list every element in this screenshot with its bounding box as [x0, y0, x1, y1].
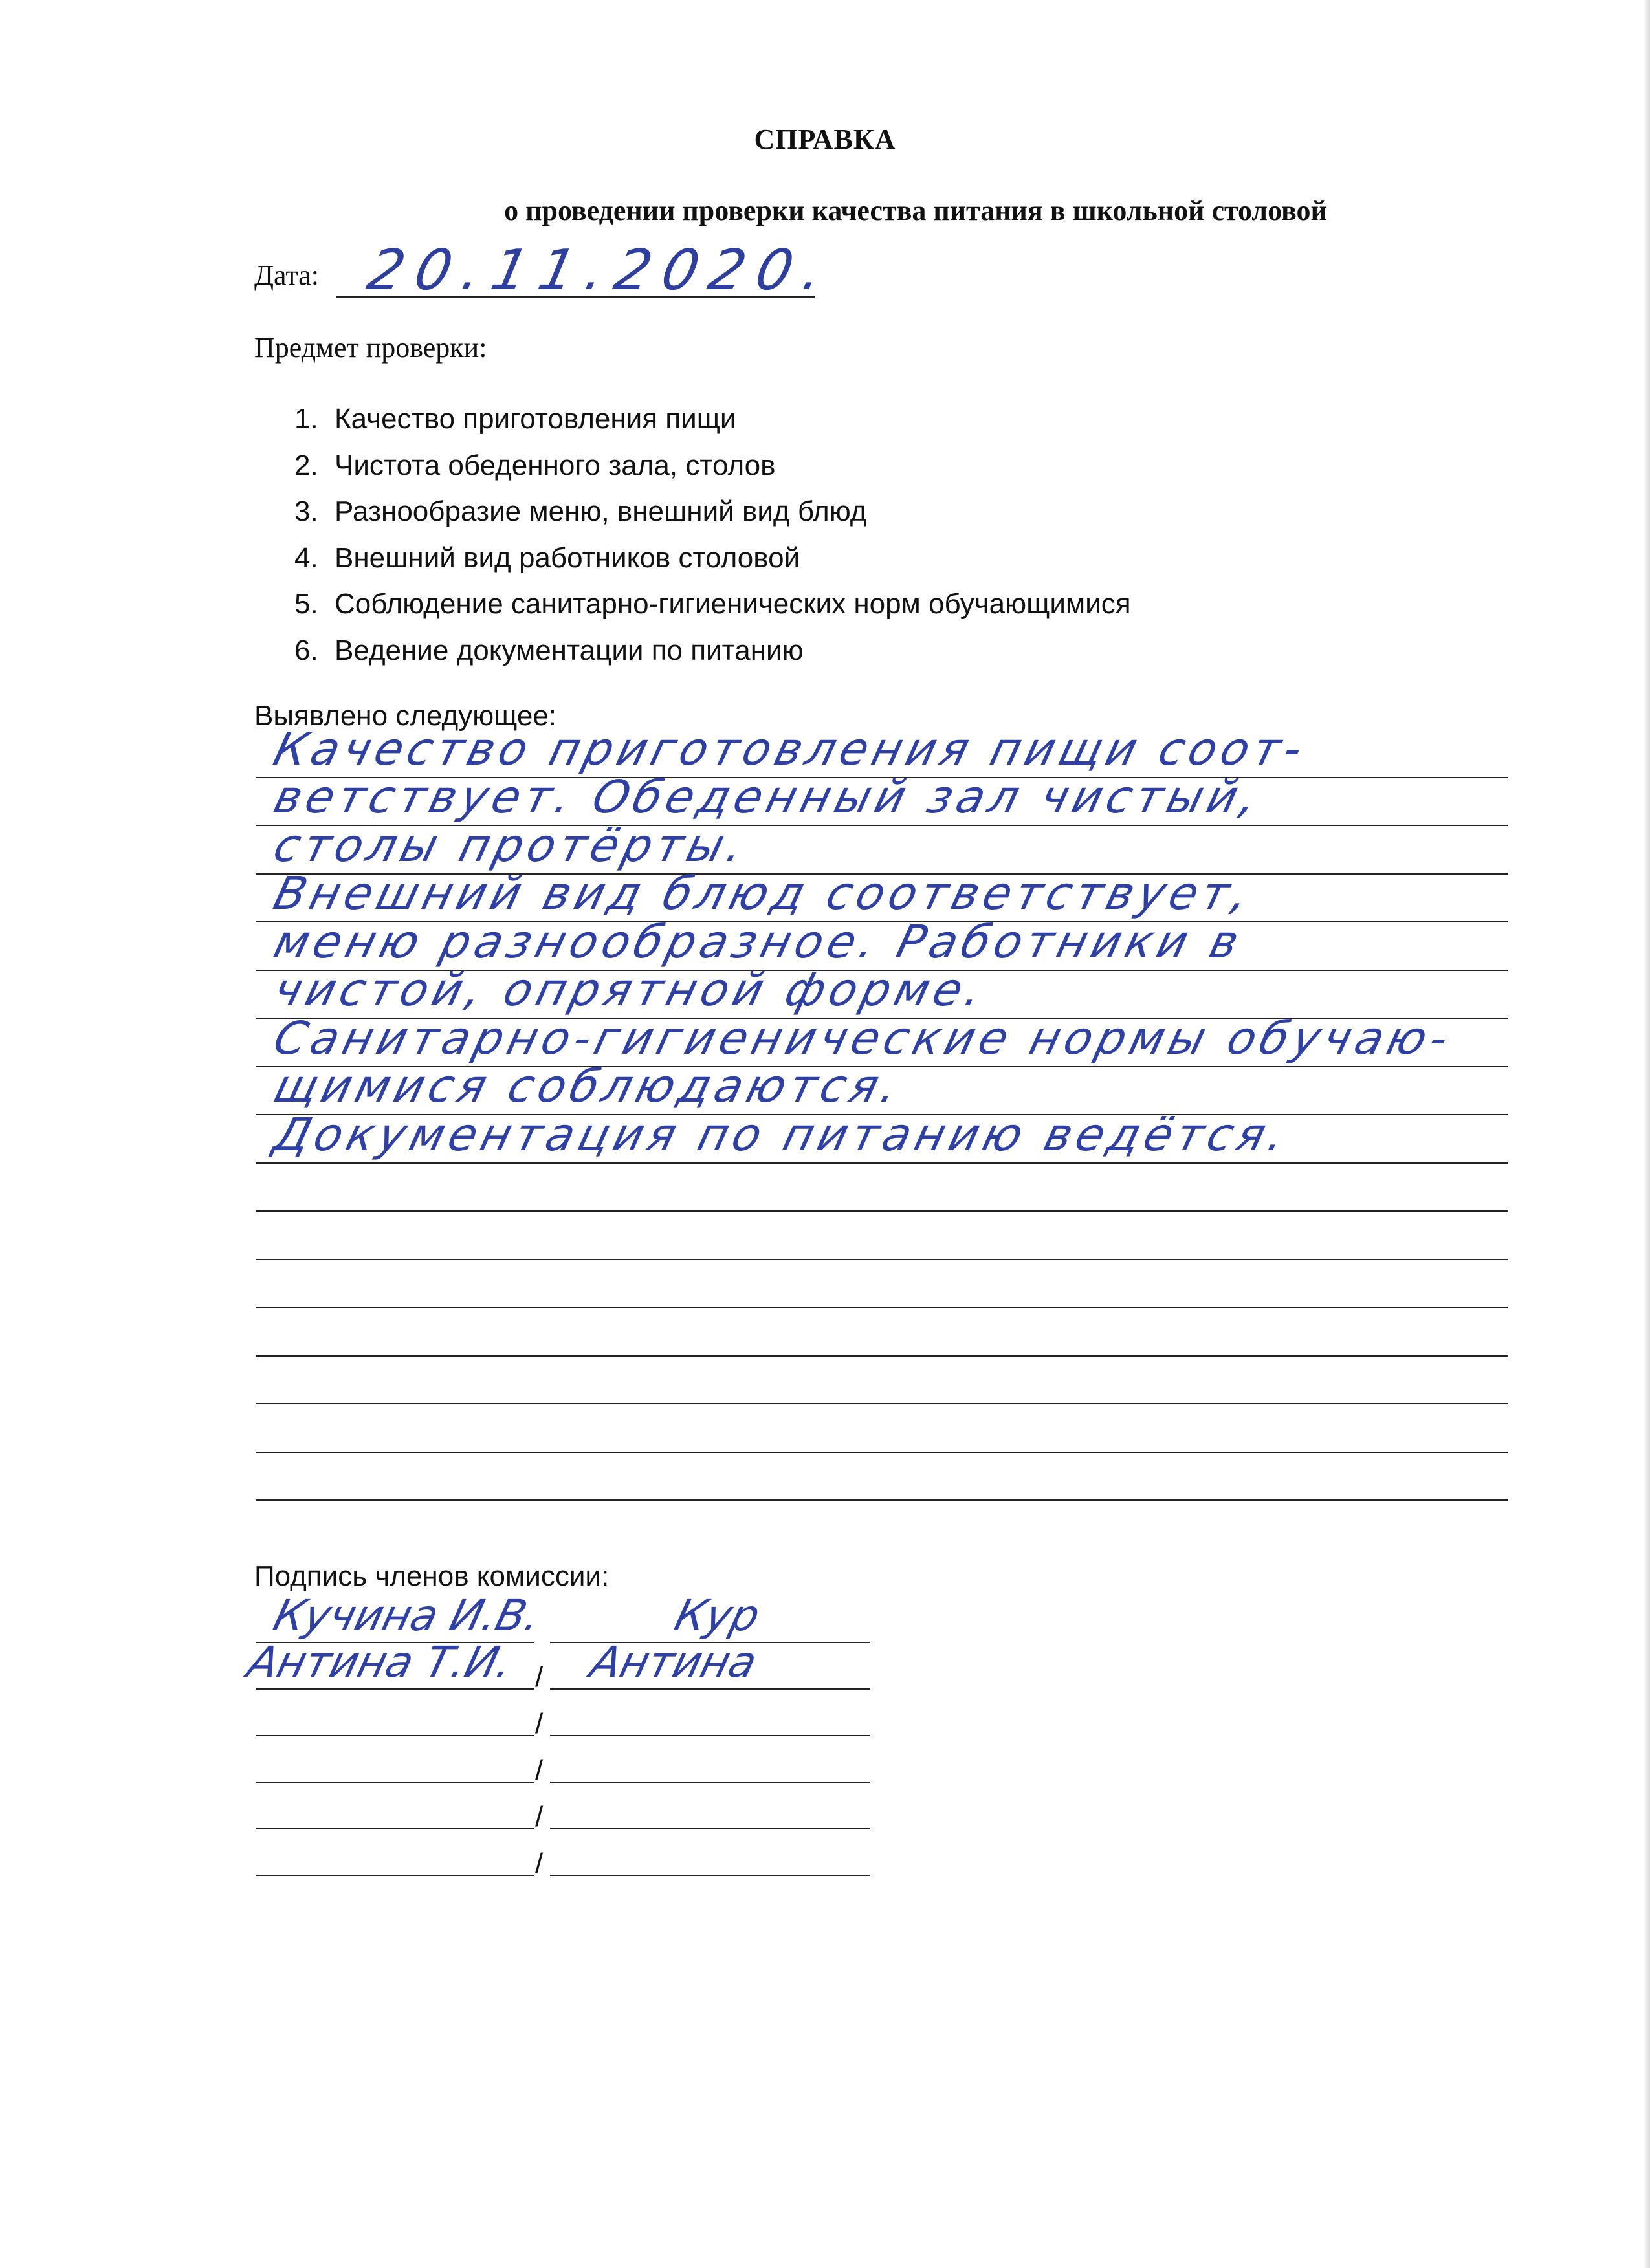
findings-line: меню разнообразное. Работники в	[256, 922, 1508, 971]
signature-row	[256, 1591, 870, 1643]
findings-line: Качество приготовления пищи соот-	[256, 730, 1508, 778]
date-label: Дата:	[254, 259, 319, 291]
findings-line	[256, 1260, 1508, 1309]
findings-line	[256, 1164, 1508, 1212]
findings-line	[256, 1308, 1508, 1357]
signature-row: /	[256, 1783, 870, 1829]
findings-line: Документация по питанию ведётся.	[256, 1115, 1508, 1164]
findings-line: столы протёрты.	[256, 826, 1508, 875]
found-label: Выявлено следующее:	[254, 700, 557, 732]
subject-item: 1. Качество приготовления пищи	[294, 403, 736, 435]
subject-list	[294, 396, 1131, 673]
signer-name: Кучина И.В.	[269, 1591, 546, 1641]
findings-line	[256, 1453, 1508, 1501]
findings-line: щимися соблюдаются.	[256, 1067, 1508, 1116]
signature-row: /	[256, 1736, 870, 1783]
signature-row: /	[256, 1690, 870, 1736]
subject-item: 6. Ведение документации по питанию	[294, 634, 804, 666]
findings-line: чистой, опрятной форме.	[256, 971, 1508, 1020]
findings-line	[256, 1357, 1508, 1405]
signature-table	[243, 1591, 870, 1879]
signer-signature: Антина	[586, 1637, 762, 1687]
findings-ruled-area	[256, 722, 1508, 1501]
signature-row: / Антина Т.И. Антина	[256, 1643, 870, 1690]
findings-line: Санитарно-гигиенические нормы обучаю-	[256, 1019, 1508, 1067]
subject-label: Предмет проверки:	[254, 332, 487, 364]
findings-line	[256, 1212, 1508, 1260]
findings-line: ветствует. Обеденный зал чистый,	[256, 778, 1508, 827]
signature-label: Подпись членов комиссии:	[254, 1560, 610, 1592]
findings-line	[256, 1404, 1508, 1453]
signer-name: Антина Т.И.	[243, 1637, 518, 1687]
date-value: 20.11.2020.	[362, 238, 841, 303]
findings-line: Внешний вид блюд соответствует,	[256, 875, 1508, 923]
signature-row: /	[256, 1829, 870, 1876]
signer-signature: Кур	[670, 1591, 765, 1641]
subject-item: 3. Разнообразие меню, внешний вид блюд	[294, 496, 867, 527]
subject-item: 4. Внешний вид работников столовой	[294, 541, 800, 574]
document-subtitle: о проведении проверки качества питания в школьной столовой	[504, 195, 1327, 226]
document-title: СПРАВКА	[754, 124, 896, 155]
subject-item: 2. Чистота обеденного зала, столов	[294, 449, 776, 481]
subject-item: 5. Соблюдение санитарно-гигиенических норм обучающимися	[294, 588, 1131, 620]
scan-edge-shadow	[1644, 0, 1650, 2268]
